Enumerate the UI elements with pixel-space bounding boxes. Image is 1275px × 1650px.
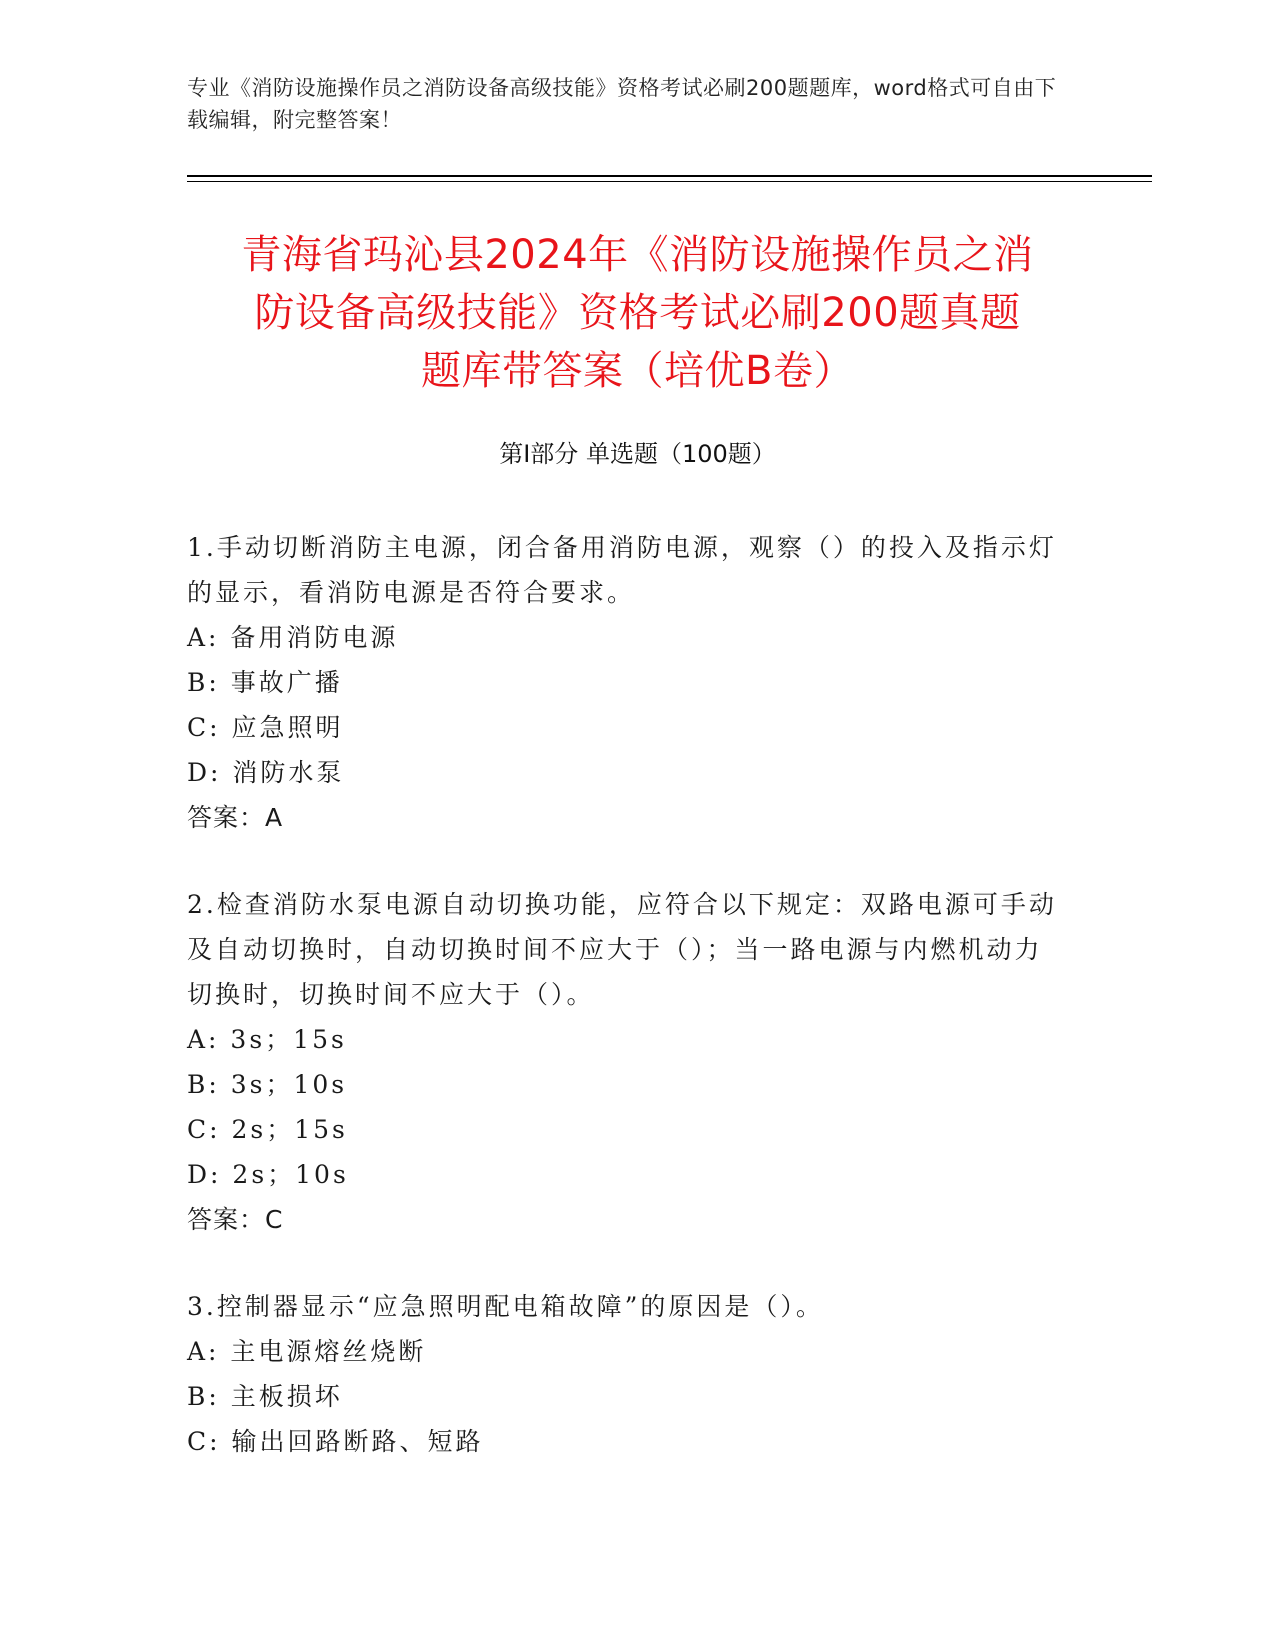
option-d: D: 2s；10s xyxy=(187,1160,349,1189)
question-stem: 2.检查消防水泵电源自动切换功能，应符合以下规定：双路电源可手动及自动切换时，自动切换时间不应大于（）；当一路电源与内燃机动力切换时，切换时间不应大于（）。 xyxy=(187,890,1057,1009)
option-b: B: 3s；10s xyxy=(187,1070,348,1099)
option-b: B: 主板损坏 xyxy=(187,1382,343,1411)
document-title xyxy=(150,226,1125,400)
document-title-line-3: 题库带答案（培优B卷） xyxy=(421,348,854,394)
answer: 答案：C xyxy=(187,1205,284,1234)
option-a: A: 3s；15s xyxy=(187,1025,347,1054)
question-list xyxy=(187,525,1067,1506)
answer: 答案：A xyxy=(187,803,284,832)
header-divider-thick xyxy=(187,175,1152,177)
question-2 xyxy=(187,882,1067,1242)
option-a: A: 主电源熔丝烧断 xyxy=(187,1337,427,1366)
page-header: 专业《消防设施操作员之消防设备高级技能》资格考试必刷200题题库，word格式可自由下载编辑，附完整答案！ xyxy=(187,76,1057,132)
option-d: D: 消防水泵 xyxy=(187,758,345,787)
option-c: C: 输出回路断路、短路 xyxy=(187,1427,484,1456)
option-c: C: 应急照明 xyxy=(187,713,344,742)
document-title-line-1: 青海省玛沁县2024年《消防设施操作员之消 xyxy=(241,232,1034,278)
question-stem: 1.手动切断消防主电源，闭合备用消防电源，观察（）的投入及指示灯的显示，看消防电源是否符合要求。 xyxy=(187,533,1057,607)
option-b: B: 事故广播 xyxy=(187,668,343,697)
option-c: C: 2s；15s xyxy=(187,1115,348,1144)
question-1 xyxy=(187,525,1067,840)
option-a: A: 备用消防电源 xyxy=(187,623,399,652)
question-3 xyxy=(187,1284,1067,1464)
header-divider-thin xyxy=(187,181,1152,182)
question-stem: 3.控制器显示“应急照明配电箱故障”的原因是（）。 xyxy=(187,1292,824,1321)
section-title: 第Ⅰ部分 单选题（100题） xyxy=(499,440,776,468)
document-title-line-2: 防设备高级技能》资格考试必刷200题真题 xyxy=(254,290,1021,336)
